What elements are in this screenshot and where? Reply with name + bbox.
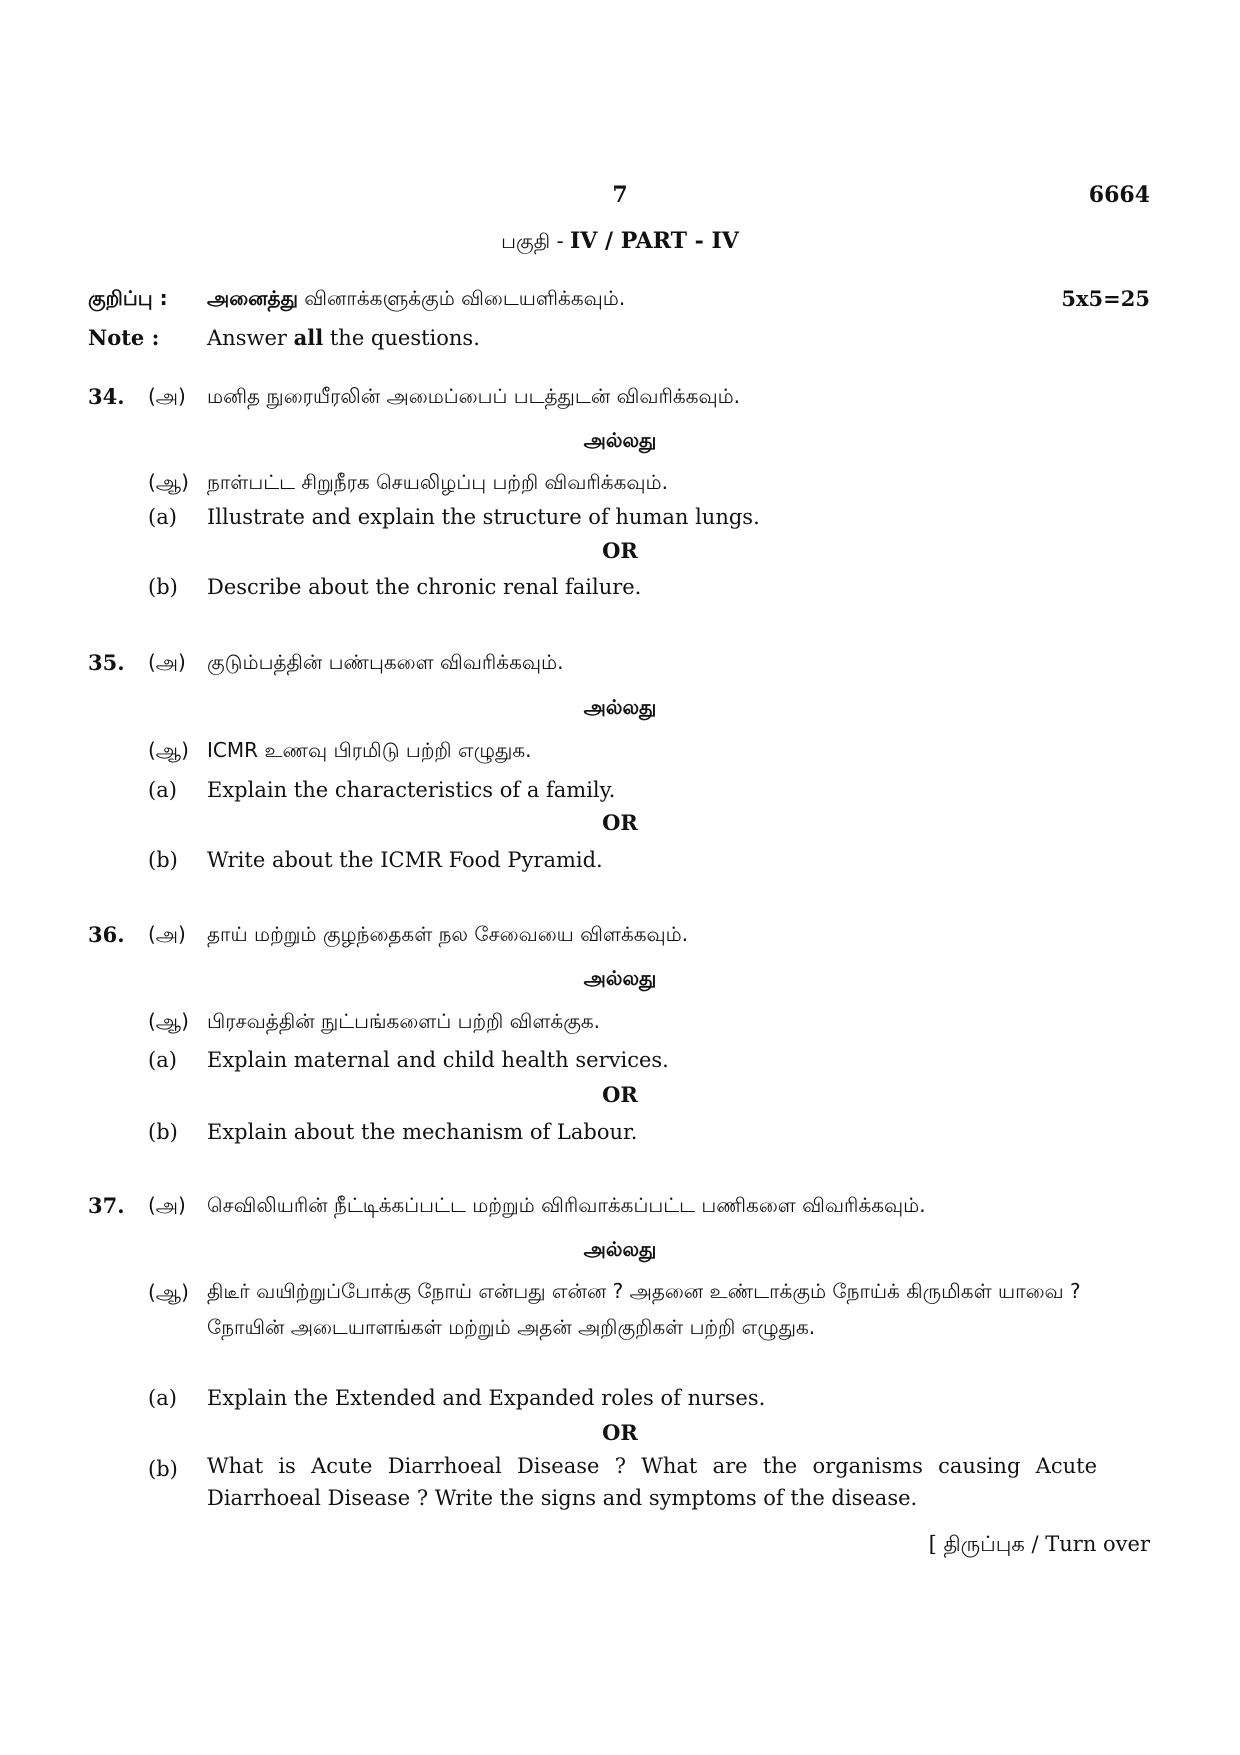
question-text-en: Explain the Extended and Expanded roles of nurses.	[207, 1386, 766, 1410]
note-text-en-1: Answer	[207, 326, 287, 350]
marks-allocation: 5x5=25	[1061, 286, 1150, 311]
or-ta: அல்லது	[583, 966, 657, 990]
option-label: (ஆ)	[148, 1009, 189, 1033]
note-label-en: Note :	[88, 325, 160, 350]
question-text-ta: குடும்பத்தின் பண்புகளை விவரிக்கவும்.	[207, 650, 564, 674]
question-number: 37.	[88, 1193, 125, 1218]
question-number: 35.	[88, 650, 125, 675]
question-text-en: Explain about the mechanism of Labour.	[207, 1120, 638, 1144]
question-number: 34.	[88, 384, 125, 409]
option-label: (a)	[148, 1048, 177, 1072]
question-text-en: Illustrate and explain the structure of human lungs.	[207, 505, 760, 529]
question-text-ta: நாள்பட்ட சிறுநீரக செயலிழப்பு பற்றி விவரிக்கவும்.	[207, 470, 668, 494]
or-en: OR	[602, 538, 638, 563]
option-label: (b)	[148, 1457, 178, 1481]
question-text-en: Describe about the chronic renal failure.	[207, 575, 642, 599]
or-en: OR	[602, 810, 638, 835]
option-label: (a)	[148, 1386, 177, 1410]
note-label-ta: குறிப்பு :	[88, 286, 168, 310]
question-text-ta: தாய் மற்றும் குழந்தைகள் நல சேவையை விளக்கவும்.	[207, 922, 689, 946]
question-text-en: Write about the ICMR Food Pyramid.	[207, 848, 603, 872]
part-heading-ta: பகுதி -	[501, 229, 571, 253]
option-label: (ஆ)	[148, 738, 189, 762]
page-number: 7	[612, 182, 628, 208]
option-label: (b)	[148, 575, 178, 599]
question-text-en: What is Acute Diarrhoeal Disease ? What are the organisms causing Acute Diarrhoeal Disease ? Write the signs and symptoms of the disease.	[207, 1454, 1097, 1510]
option-label: (a)	[148, 778, 177, 802]
option-label: (b)	[148, 848, 178, 872]
option-label: (ஆ)	[148, 1280, 189, 1304]
question-text-ta: மனித நுரையீரலின் அமைப்பைப் படத்துடன் விவரிக்கவும்.	[207, 384, 741, 408]
or-ta: அல்லது	[583, 428, 657, 452]
question-number: 36.	[88, 922, 125, 947]
or-ta: அல்லது	[583, 1237, 657, 1261]
option-label: (அ)	[148, 650, 186, 674]
or-en: OR	[602, 1420, 638, 1445]
or-en: OR	[602, 1082, 638, 1107]
note-rest-ta: வினாக்களுக்கும் விடையளிக்கவும்.	[304, 286, 626, 310]
option-label: (b)	[148, 1120, 178, 1144]
note-bold-ta: அனைத்து	[207, 286, 298, 310]
option-label: (அ)	[148, 922, 186, 946]
question-text-ta: திடீர் வயிற்றுப்போக்கு நோய் என்பது என்ன ? அதனை உண்டாக்கும் நோய்க் கிருமிகள் யாவை ? நோயின் அடையாளங்கள் மற்றும் அதன் அறிகுறிகள் பற்றி எழுதுக.	[207, 1279, 1081, 1339]
question-text-ta: ICMR உணவு பிரமிடு பற்றி எழுதுக.	[207, 738, 532, 762]
question-text-en: Explain the characteristics of a family.	[207, 778, 616, 802]
turn-over-note: [ திருப்புக / Turn over	[928, 1532, 1150, 1556]
or-ta: அல்லது	[583, 695, 657, 719]
note-text-en-2: the questions.	[329, 326, 480, 350]
option-label: (அ)	[148, 384, 186, 408]
part-heading	[0, 228, 1240, 256]
option-label: (a)	[148, 505, 177, 529]
option-label: (ஆ)	[148, 470, 189, 494]
question-text-en: Explain maternal and child health services.	[207, 1048, 669, 1072]
part-heading-en: IV / PART - IV	[570, 228, 739, 254]
question-text-ta: பிரசவத்தின் நுட்பங்களைப் பற்றி விளக்குக.	[207, 1009, 601, 1033]
question-text-ta: செவிலியரின் நீட்டிக்கப்பட்ட மற்றும் விரிவாக்கப்பட்ட பணிகளை விவரிக்கவும்.	[207, 1193, 926, 1217]
note-bold-en: all	[293, 325, 324, 350]
paper-code: 6664	[1088, 182, 1150, 208]
note-text-en	[207, 325, 480, 350]
note-text-ta	[207, 286, 625, 313]
option-label: (அ)	[148, 1193, 186, 1217]
